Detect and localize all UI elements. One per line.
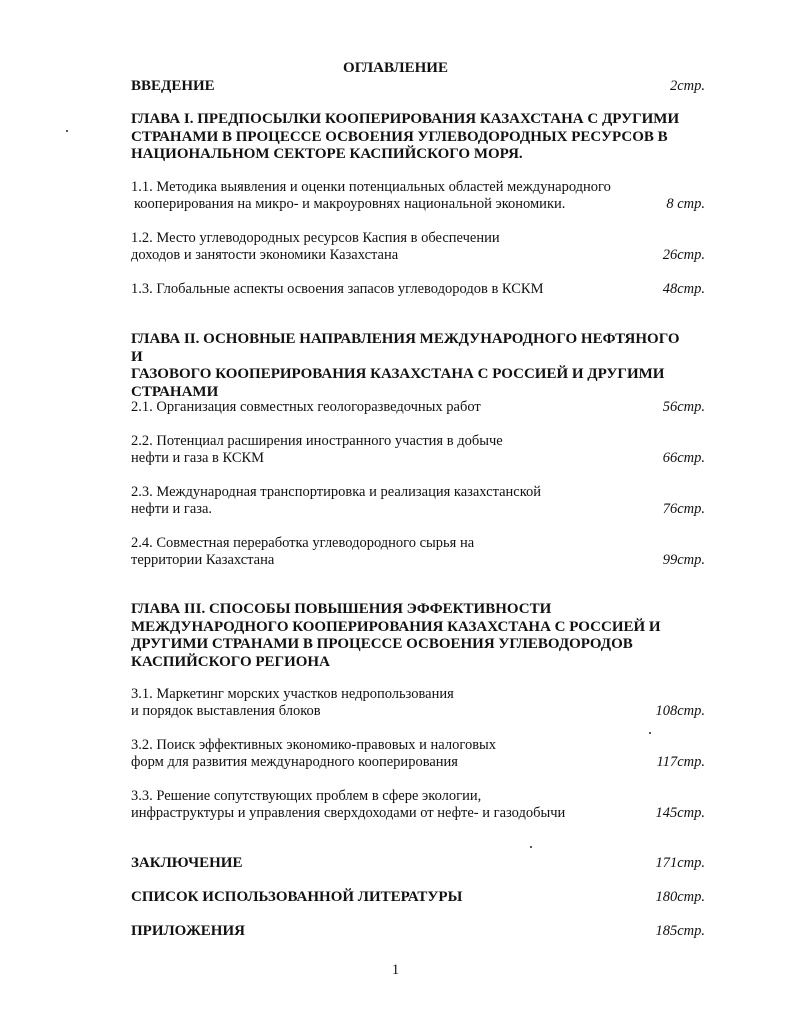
chapter-1-heading-line: СТРАНАМИ В ПРОЦЕССЕ ОСВОЕНИЯ УГЛЕВОДОРОДНЫХ РЕСУРСОВ В — [131, 128, 668, 145]
chapter-2-heading-line: СТРАНАМИ — [131, 383, 219, 400]
intro-label: ВВЕДЕНИЕ — [131, 78, 215, 94]
scan-speck — [649, 732, 651, 734]
section-1-3-line-1: 1.3. Глобальные аспекты освоения запасов углеводородов в КСКМ — [131, 281, 544, 297]
section-3-2-page: 117стр. — [656, 754, 705, 770]
bibliography-label: СПИСОК ИСПОЛЬЗОВАННОЙ ЛИТЕРАТУРЫ — [131, 889, 463, 905]
chapter-1-heading-line: ГЛАВА I. ПРЕДПОСЫЛКИ КООПЕРИРОВАНИЯ КАЗАХСТАНА С ДРУГИМИ — [131, 111, 680, 127]
section-2-4-line-2: территории Казахстана — [131, 552, 275, 568]
section-1-3-page: 48стр. — [662, 281, 705, 297]
section-1-1-page: 8 стр. — [666, 196, 705, 212]
section-1-2-page: 26стр. — [662, 247, 705, 263]
section-3-2-line-1: 3.2. Поиск эффективных экономико-правовых и налоговых — [131, 737, 497, 753]
chapter-3-heading — [131, 601, 691, 671]
chapter-2-heading-line: ГАЗОВОГО КООПЕРИРОВАНИЯ КАЗАХСТАНА С РОССИЕЙ И ДРУГИМИ — [131, 366, 665, 382]
section-2-3-line-2: нефти и газа. — [131, 501, 213, 517]
chapter-3-heading-line: КАСПИЙСКОГО РЕГИОНА — [131, 653, 330, 670]
intro-page: 2стр. — [669, 78, 705, 94]
scan-speck — [530, 846, 532, 848]
section-1-1-line-1: 1.1. Методика выявления и оценки потенциальных областей международного — [131, 179, 611, 195]
section-2-3-page: 76стр. — [662, 501, 705, 517]
section-2-4-page: 99стр. — [662, 552, 705, 568]
section-2-1-line-1: 2.1. Организация совместных геологоразведочных работ — [131, 399, 481, 415]
section-3-1-line-1: 3.1. Маркетинг морских участков недропользования — [131, 686, 454, 702]
conclusion-label: ЗАКЛЮЧЕНИЕ — [131, 855, 243, 871]
section-3-3-line-1: 3.3. Решение сопутствующих проблем в сфере экологии, — [131, 788, 482, 804]
chapter-1-heading-line: НАЦИОНАЛЬНОМ СЕКТОРЕ КАСПИЙСКОГО МОРЯ. — [131, 146, 523, 162]
chapter-3-heading-line: ДРУГИМИ СТРАНАМИ В ПРОЦЕССЕ ОСВОЕНИЯ УГЛЕВОДОРОДОВ — [131, 636, 633, 652]
chapter-2-heading — [131, 331, 691, 401]
document-title: ОГЛАВЛЕНИЕ — [343, 60, 448, 76]
chapter-3-heading-line: ГЛАВА III. СПОСОБЫ ПОВЫШЕНИЯ ЭФФЕКТИВНОСТИ — [131, 601, 552, 617]
section-1-2-line-1: 1.2. Место углеводородных ресурсов Каспия в обеспечении — [131, 230, 500, 246]
section-3-3-page: 145стр. — [655, 805, 705, 821]
conclusion-page: 171стр. — [655, 855, 705, 871]
section-3-2-line-2: форм для развития международного кооперирования — [131, 754, 458, 770]
section-2-3-line-1: 2.3. Международная транспортировка и реализация казахстанской — [131, 484, 542, 500]
chapter-2-heading-line: ГЛАВА II. ОСНОВНЫЕ НАПРАВЛЕНИЯ МЕЖДУНАРОДНОГО НЕФТЯНОГО И — [131, 331, 680, 365]
section-2-1-page: 56стр. — [662, 399, 705, 415]
appendices-page: 185стр. — [655, 923, 705, 939]
page-number: 1 — [391, 962, 400, 978]
section-1-2-line-2: доходов и занятости экономики Казахстана — [131, 247, 399, 263]
section-3-1-line-2: и порядок выставления блоков — [131, 703, 321, 719]
section-1-1-line-2: кооперирования на микро- и макроуровнях национальной экономики. — [134, 196, 566, 212]
bibliography-page: 180стр. — [655, 889, 705, 905]
section-2-2-page: 66стр. — [662, 450, 705, 466]
section-2-2-line-2: нефти и газа в КСКМ — [131, 450, 265, 466]
section-3-1-page: 108стр. — [655, 703, 705, 719]
chapter-3-heading-line: МЕЖДУНАРОДНОГО КООПЕРИРОВАНИЯ КАЗАХСТАНА С РОССИЕЙ И — [131, 618, 661, 635]
section-2-4-line-1: 2.4. Совместная переработка углеводородного сырья на — [131, 535, 475, 551]
section-2-2-line-1: 2.2. Потенциал расширения иностранного участия в добыче — [131, 433, 503, 449]
appendices-label: ПРИЛОЖЕНИЯ — [131, 923, 245, 939]
section-3-3-line-2: инфраструктуры и управления сверхдоходами от нефте- и газодобычи — [131, 805, 566, 821]
scan-speck — [66, 130, 68, 132]
chapter-1-heading — [131, 111, 691, 164]
